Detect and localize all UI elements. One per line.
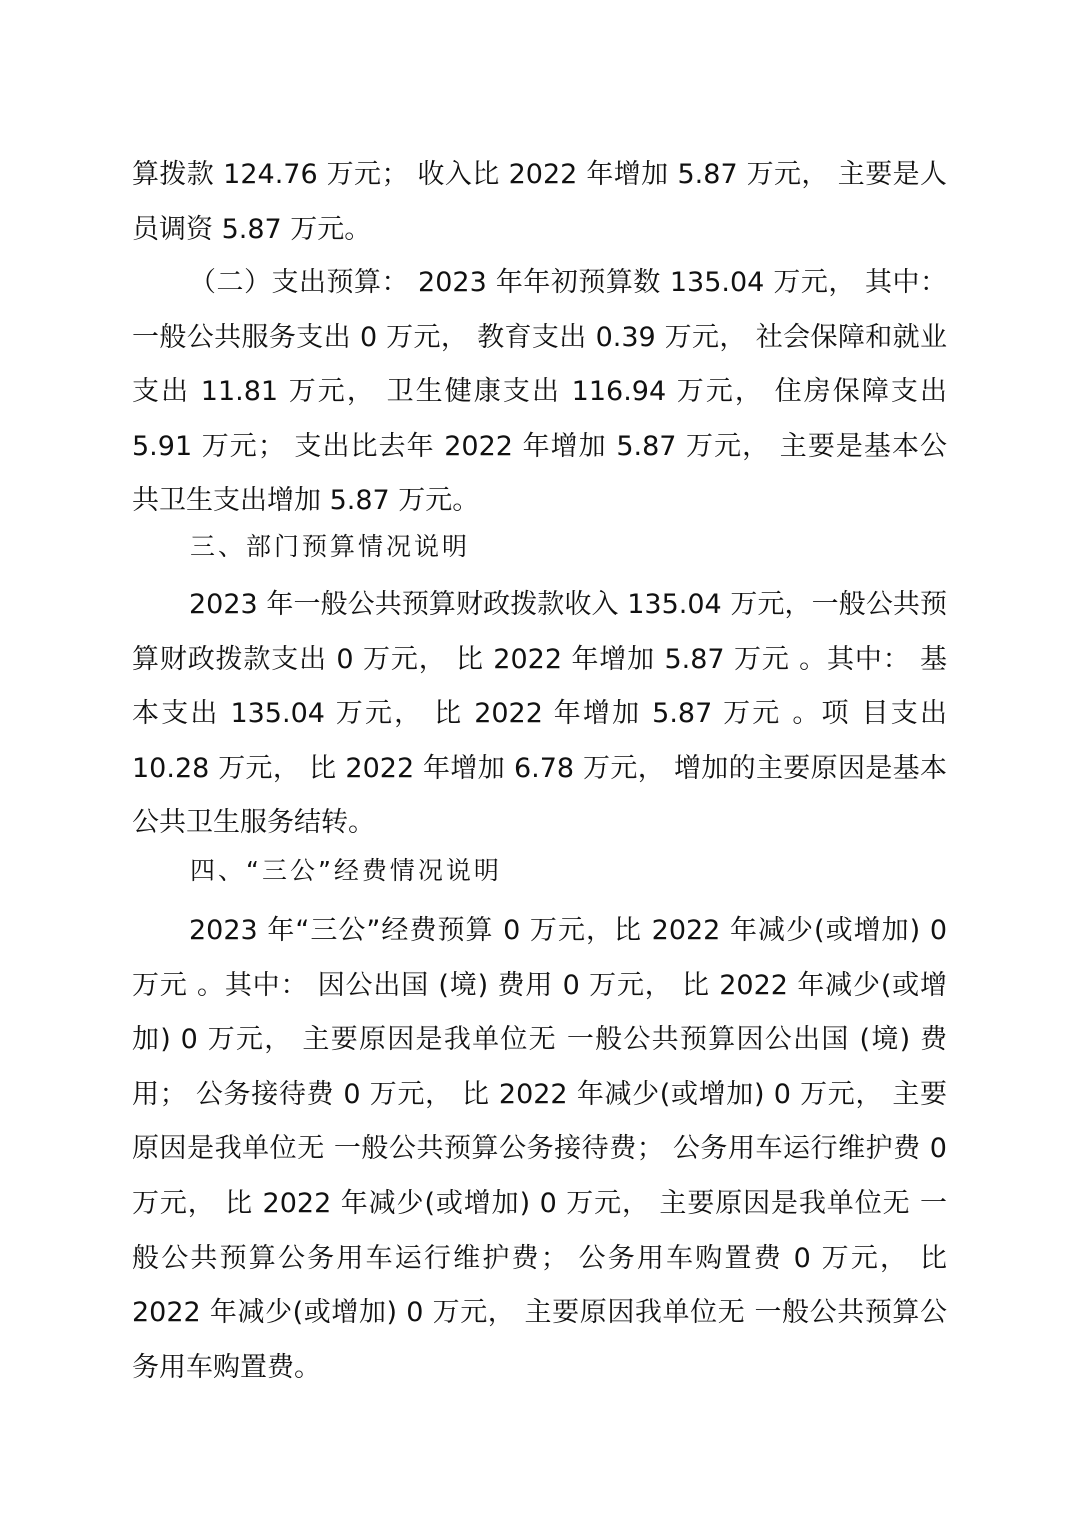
sangong-expense-paragraph: 2023 年“三公”经费预算 0 万元，比 2022 年减少(或增加) 0 万元 。其中： 因公出国 (境) 费用 0 万元， 比 2022 年减少(或增加) 0 万元， 主要原因是我单位无 一般公共预算因公出国 (境) 费用； 公务接待费 0 万元， 比 2022 年减少(或增加) 0 万元， 主要原因是我单位无 一般公共预算公务接待费； 公务用车运行维护费 0 万元， 比 2022 年减少(或增加) 0 万元， 主要原因是我单位无 一般公共预算公务用车运行维护费； 公务用车购置费 0 万元， 比 2022 年减少(或增加) 0 万元， 主要原因我单位无 一般公共预算公务用车购置费。 (132, 915, 947, 1383)
income-paragraph-continuation: 算拨款 124.76 万元； 收入比 2022 年增加 5.87 万元， 主要是人员调资 5.87 万元。 (132, 159, 947, 245)
section-three-heading: 三、部门预算情况说明 (190, 532, 471, 561)
expense-budget-paragraph: （二）支出预算： 2023 年年初预算数 135.04 万元， 其中： 一般公共服务支出 0 万元， 教育支出 0.39 万元， 社会保障和就业支出 11.81 万元， 卫生健康支出 116.94 万元， 住房保障支出 5.91 万元； 支出比去年 2022 年增加 5.87 万元， 主要是基本公共卫生支出增加 5.87 万元。 (132, 267, 947, 517)
department-budget-paragraph: 2023 年一般公共预算财政拨款收入 135.04 万元，一般公共预算财政拨款支出 0 万元， 比 2022 年增加 5.87 万元 。其中： 基本支出 135.04 万元， 比 2022 年增加 5.87 万元 。项 目支出 10.28 万元， 比 2022 年增加 6.78 万元， 增加的主要原因是基本公共卫生服务结转。 (132, 589, 948, 839)
section-four-heading: 四、“三公”经费情况说明 (190, 856, 502, 885)
